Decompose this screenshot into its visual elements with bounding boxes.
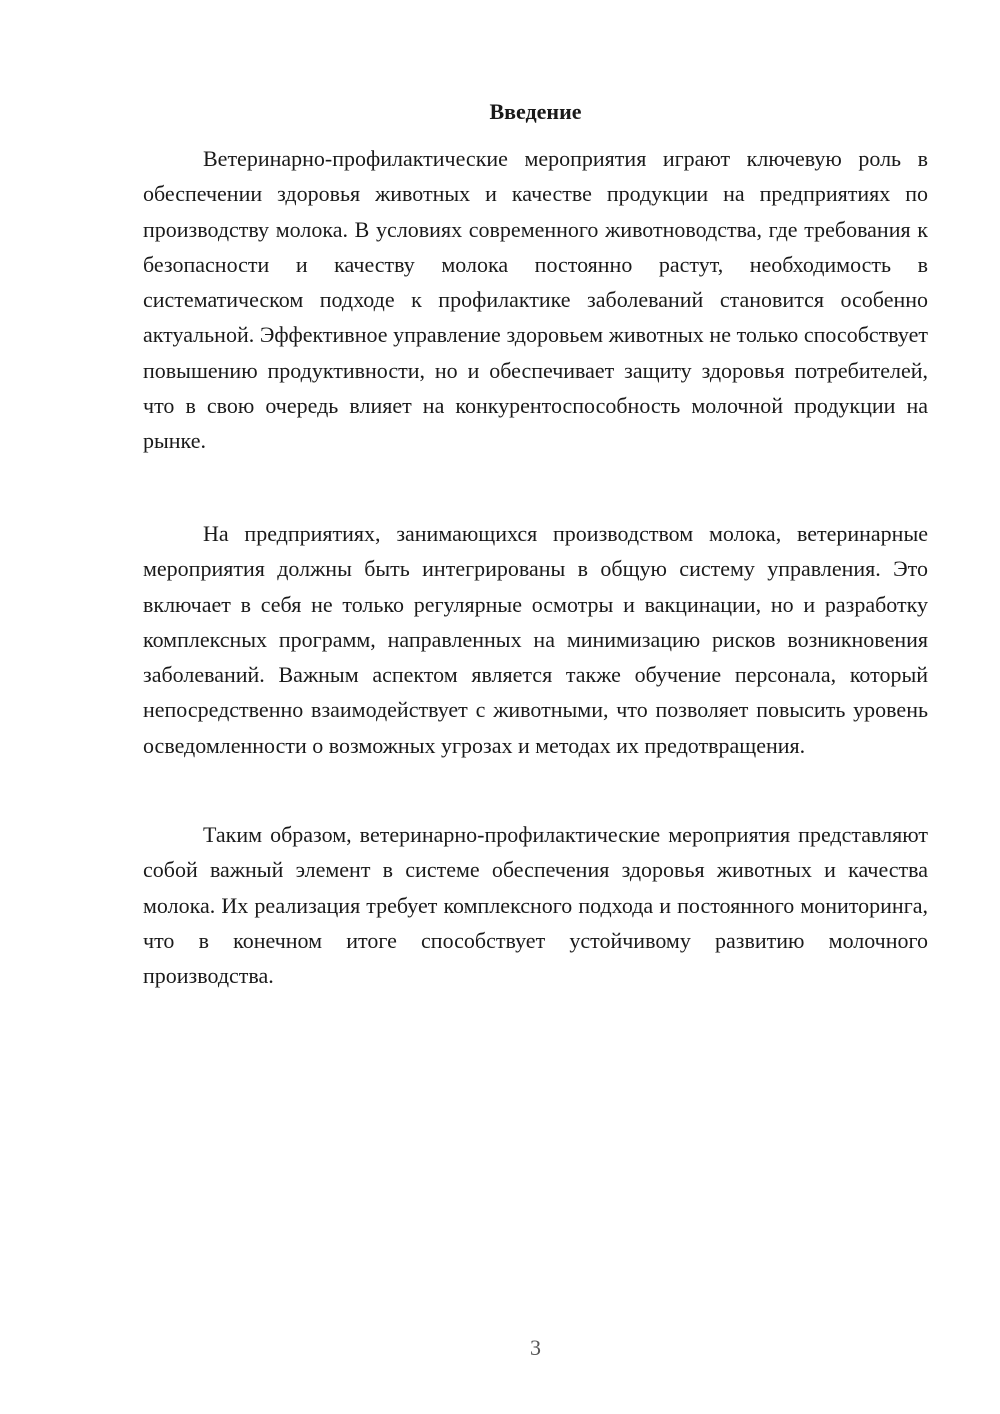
paragraph-3: Таким образом, ветеринарно-профилактические мероприятия представляют собой важный элемент в системе обеспечения здоровья животных и качества молока. Их реализация требует комплексного подхода и постоянного мониторинга, что в конечном итоге способствует устойчивому развитию молочного производства. bbox=[143, 822, 928, 989]
section-heading: Введение bbox=[489, 99, 582, 124]
page-number: 3 bbox=[530, 1335, 541, 1360]
paragraph-1: Ветеринарно-профилактические мероприятия играют ключевую роль в обеспечении здоровья животных и качестве продукции на предприятиях по производству молока. В условиях современного животноводства, где требования к безопасности и качеству молока постоянно растут, необходимость в систематическом подходе к профилактике заболеваний становится особенно актуальной. Эффективное управление здоровьем животных не только способствует повышению продуктивности, но и обеспечивает защиту здоровья потребителей, что в свою очередь влияет на конкурентоспособность молочной продукции на рынке. bbox=[143, 146, 928, 454]
paragraph-2: На предприятиях, занимающихся производством молока, ветеринарные мероприятия должны быть интегрированы в общую систему управления. Это включает в себя не только регулярные осмотры и вакцинации, но и разработку комплексных программ, направленных на минимизацию рисков возникновения заболеваний. Важным аспектом является также обучение персонала, который непосредственно взаимодействует с животными, что позволяет повысить уровень осведомленности о возможных угрозах и методах их предотвращения. bbox=[143, 521, 928, 758]
